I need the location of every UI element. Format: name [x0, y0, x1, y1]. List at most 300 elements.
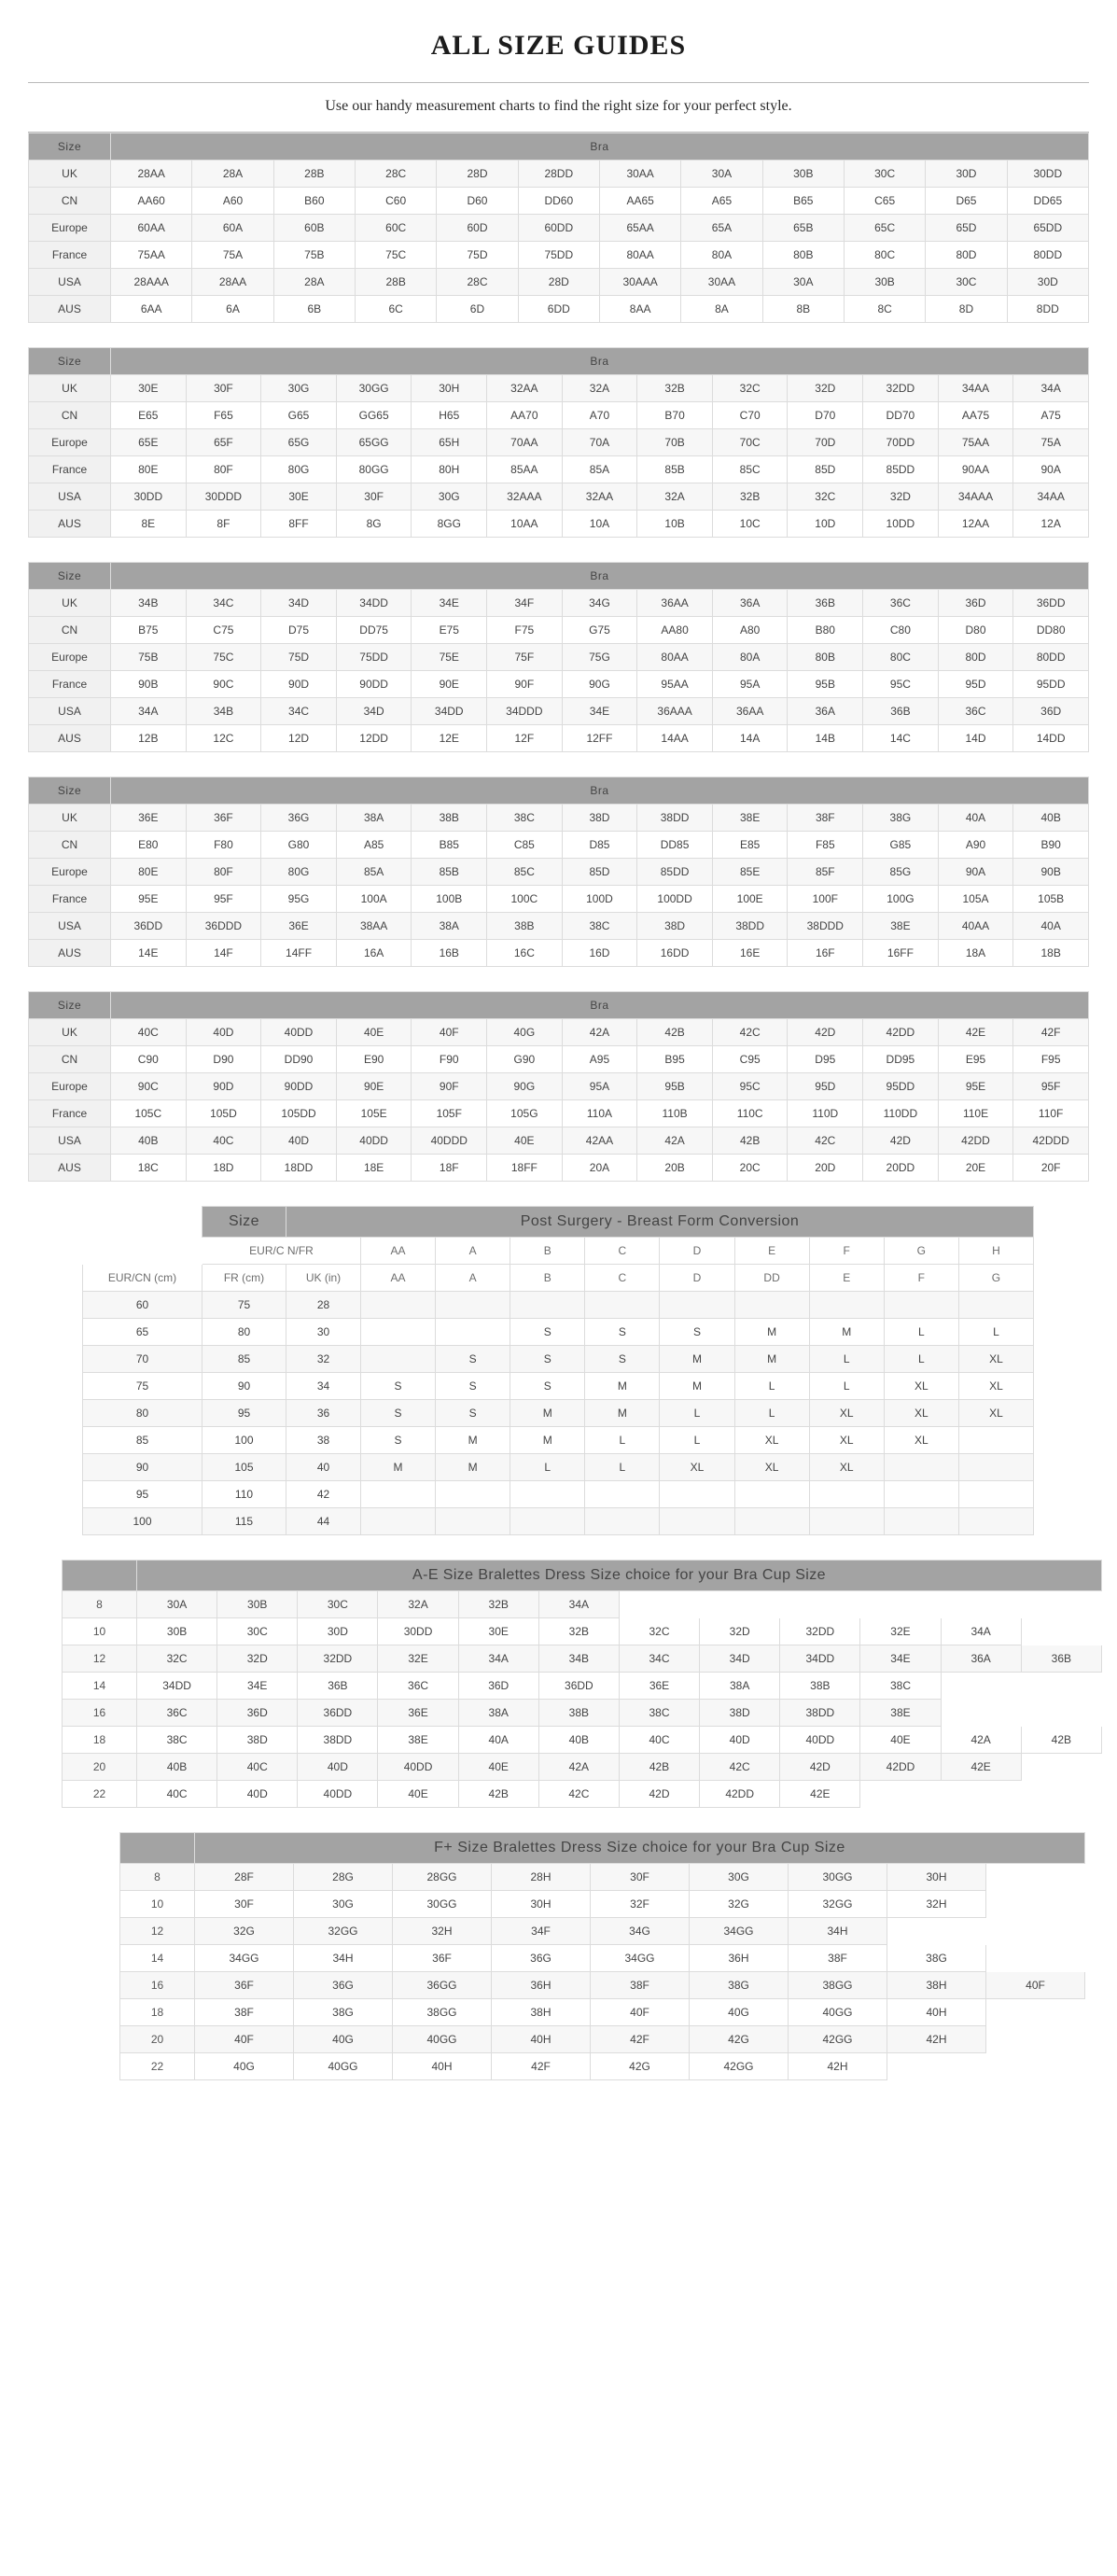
row-label: USA — [29, 1127, 111, 1155]
bra-size-cell: 42D — [619, 1781, 699, 1808]
bra-size-cell: 34E — [217, 1673, 298, 1700]
size-cell: 16F — [788, 940, 863, 967]
form-size-cell — [809, 1481, 884, 1508]
size-cell: 30C — [926, 269, 1007, 296]
size-cell: 8E — [111, 511, 187, 538]
bra-size-cell: 40D — [217, 1781, 298, 1808]
unit-label: EUR/C N/FR — [202, 1238, 361, 1265]
size-cell: 36DDD — [186, 913, 261, 940]
size-cell: 42C — [712, 1019, 788, 1046]
size-cell: 100DD — [637, 886, 713, 913]
cup-header: F — [809, 1238, 884, 1265]
size-cell: 18C — [111, 1155, 187, 1182]
size-cell: 100C — [487, 886, 563, 913]
size-cell: 38D — [637, 913, 713, 940]
size-cell: 95DD — [863, 1073, 939, 1100]
band-label-bra: Bra — [111, 133, 1089, 161]
size-cell: 16E — [712, 940, 788, 967]
size-cell: 42D — [863, 1127, 939, 1155]
size-cell: 10D — [788, 511, 863, 538]
form-size-cell — [884, 1454, 958, 1481]
size-cell: 42B — [637, 1019, 713, 1046]
size-cell: 80F — [186, 859, 261, 886]
bra-size-cell: 40H — [887, 1999, 986, 2026]
bra-size-cell: 40F — [986, 1972, 1085, 1999]
bra-size-cell: 34GG — [690, 1918, 789, 1945]
size-cell: 65GG — [336, 429, 412, 456]
form-size-cell — [958, 1454, 1033, 1481]
size-cell: 8C — [844, 296, 925, 323]
size-cell: 80H — [412, 456, 487, 483]
size-cell: F75 — [487, 617, 563, 644]
form-size-cell — [361, 1319, 436, 1346]
row-label: Europe — [29, 644, 111, 671]
bra-size-cell: 42C — [700, 1754, 780, 1781]
bra-size-table — [28, 562, 1089, 752]
table-row — [29, 1046, 1089, 1073]
table-row — [29, 456, 1089, 483]
cup-header: D — [660, 1265, 734, 1292]
eur-cn-cm: 60 — [83, 1292, 202, 1319]
size-cell: C70 — [712, 402, 788, 429]
cup-header: C — [585, 1265, 660, 1292]
bra-size-cell — [986, 2026, 1085, 2053]
size-cell: 28C — [437, 269, 518, 296]
size-cell: A80 — [712, 617, 788, 644]
size-cell: DD85 — [637, 832, 713, 859]
bra-size-cell: 38GG — [789, 1972, 887, 1999]
size-cell: 85A — [336, 859, 412, 886]
bra-size-cell: 36B — [298, 1673, 378, 1700]
size-cell: 30AAA — [599, 269, 680, 296]
size-cell: 28A — [192, 161, 273, 188]
size-cell: 36D — [1013, 698, 1089, 725]
table-row — [29, 269, 1089, 296]
size-cell: 34B — [111, 590, 187, 617]
size-cell: 100G — [863, 886, 939, 913]
size-cell: 110E — [938, 1100, 1013, 1127]
form-size-cell — [585, 1481, 660, 1508]
bra-size-cell: 40B — [538, 1727, 619, 1754]
bra-size-cell: 36G — [492, 1945, 591, 1972]
size-cell: 16FF — [863, 940, 939, 967]
size-cell: 28AA — [111, 161, 192, 188]
table-row — [83, 1481, 1034, 1508]
bra-size-cell: 30GG — [789, 1864, 887, 1891]
form-size-cell: S — [361, 1427, 436, 1454]
cup-header: F — [884, 1265, 958, 1292]
bra-size-cell: 36C — [378, 1673, 458, 1700]
row-label: Europe — [29, 1073, 111, 1100]
band-label-size — [63, 1561, 137, 1591]
size-cell: D90 — [186, 1046, 261, 1073]
size-cell: 36AAA — [637, 698, 713, 725]
form-size-cell — [510, 1292, 585, 1319]
cup-header: D — [660, 1238, 734, 1265]
size-cell: 95A — [712, 671, 788, 698]
size-cell: 40E — [487, 1127, 563, 1155]
size-cell: 70B — [637, 429, 713, 456]
size-cell: 8GG — [412, 511, 487, 538]
table-row — [83, 1292, 1034, 1319]
table-row — [83, 1454, 1034, 1481]
size-cell: 85A — [562, 456, 637, 483]
size-cell: 90G — [562, 671, 637, 698]
size-cell: G75 — [562, 617, 637, 644]
size-cell: E65 — [111, 402, 187, 429]
band-label-post-surgery: Post Surgery - Breast Form Conversion — [286, 1207, 1034, 1238]
size-cell: 38F — [788, 805, 863, 832]
row-label: UK — [29, 590, 111, 617]
size-cell: 40DDD — [412, 1127, 487, 1155]
row-label: France — [29, 456, 111, 483]
form-size-cell — [734, 1508, 809, 1535]
bra-size-cell: 28H — [492, 1864, 591, 1891]
size-cell: 90C — [111, 1073, 187, 1100]
bra-size-cell: 34D — [700, 1645, 780, 1673]
size-cell: 65H — [412, 429, 487, 456]
size-cell: B60 — [273, 188, 355, 215]
table-row — [83, 1346, 1034, 1373]
row-label: USA — [29, 698, 111, 725]
table-row — [120, 1945, 1085, 1972]
table-band-row — [29, 563, 1089, 590]
uk-in: 42 — [286, 1481, 361, 1508]
size-cell: G80 — [261, 832, 337, 859]
row-label: France — [29, 886, 111, 913]
bra-size-cell: 34A — [458, 1645, 538, 1673]
size-cell: 18DD — [261, 1155, 337, 1182]
size-cell: 8DD — [1007, 296, 1088, 323]
bra-size-cell: 40A — [458, 1727, 538, 1754]
size-cell: 34C — [186, 590, 261, 617]
bra-size-cell: 40F — [195, 2026, 294, 2053]
table-row — [29, 1019, 1089, 1046]
size-cell: 60B — [273, 215, 355, 242]
bra-size-cell — [1021, 1591, 1101, 1618]
dress-size: 10 — [63, 1618, 137, 1645]
bra-size-cell: 40DD — [298, 1781, 378, 1808]
uk-in: 36 — [286, 1400, 361, 1427]
size-cell: 12FF — [562, 725, 637, 752]
uk-in: 32 — [286, 1346, 361, 1373]
form-size-cell — [958, 1481, 1033, 1508]
size-cell: DD75 — [336, 617, 412, 644]
band-label-size: Size — [29, 133, 111, 161]
size-cell: D60 — [437, 188, 518, 215]
size-cell: E80 — [111, 832, 187, 859]
row-label: CN — [29, 402, 111, 429]
bra-size-cell — [780, 1591, 860, 1618]
size-cell: 80G — [261, 859, 337, 886]
bra-size-cell: 32DD — [780, 1618, 860, 1645]
bra-size-cell: 40DD — [780, 1727, 860, 1754]
size-cell: 60DD — [518, 215, 599, 242]
size-cell: 40C — [186, 1127, 261, 1155]
size-cell: 90C — [186, 671, 261, 698]
bra-size-cell — [1021, 1700, 1101, 1727]
size-cell: 42DD — [863, 1019, 939, 1046]
eur-cn-cm: 75 — [83, 1373, 202, 1400]
bra-size-cell: 30C — [298, 1591, 378, 1618]
form-size-cell — [660, 1292, 734, 1319]
size-cell: 70AA — [487, 429, 563, 456]
bra-size-cell: 32H — [393, 1918, 492, 1945]
size-cell: 30E — [111, 375, 187, 402]
size-cell: 36B — [863, 698, 939, 725]
bra-size-cell — [1021, 1781, 1101, 1808]
size-cell: 34E — [562, 698, 637, 725]
band-label-bra: Bra — [111, 777, 1089, 805]
size-cell: 100F — [788, 886, 863, 913]
bra-size-cell: 36DD — [298, 1700, 378, 1727]
size-cell: 34B — [186, 698, 261, 725]
size-cell: 65AA — [599, 215, 680, 242]
size-cell: 105B — [1013, 886, 1089, 913]
size-cell: 6C — [355, 296, 436, 323]
form-size-cell: M — [361, 1454, 436, 1481]
fr-cm: 90 — [202, 1373, 286, 1400]
size-cell: 40A — [1013, 913, 1089, 940]
size-cell: 36AA — [712, 698, 788, 725]
size-cell: 80E — [111, 859, 187, 886]
bra-size-cell: 34DD — [137, 1673, 217, 1700]
table-row — [29, 1155, 1089, 1182]
size-cell: C60 — [355, 188, 436, 215]
size-cell: 6D — [437, 296, 518, 323]
bra-size-cell: 30H — [887, 1864, 986, 1891]
size-cell: 85DD — [637, 859, 713, 886]
bra-size-cell: 28F — [195, 1864, 294, 1891]
table-row — [29, 940, 1089, 967]
size-cell: 100A — [336, 886, 412, 913]
bra-size-cell — [1021, 1673, 1101, 1700]
fr-cm: 95 — [202, 1400, 286, 1427]
size-cell: E85 — [712, 832, 788, 859]
table-row — [120, 1918, 1085, 1945]
bra-size-cell — [887, 2053, 986, 2080]
size-cell: 36C — [938, 698, 1013, 725]
table-row — [120, 1864, 1085, 1891]
size-cell: 90G — [487, 1073, 563, 1100]
form-size-cell: M — [734, 1319, 809, 1346]
size-cell: 34D — [336, 698, 412, 725]
size-cell: 85B — [412, 859, 487, 886]
size-cell: 65B — [762, 215, 844, 242]
size-cell: 28B — [273, 161, 355, 188]
cup-header: A — [436, 1265, 510, 1292]
table-row — [120, 1999, 1085, 2026]
row-label: USA — [29, 913, 111, 940]
band-label-title: F+ Size Bralettes Dress Size choice for your Bra Cup Size — [195, 1833, 1085, 1864]
bra-size-cell: 42E — [941, 1754, 1021, 1781]
size-cell: 38D — [562, 805, 637, 832]
dress-size: 14 — [120, 1945, 195, 1972]
form-size-cell: M — [436, 1454, 510, 1481]
table-band-row — [83, 1207, 1034, 1238]
bra-size-cell: 30H — [492, 1891, 591, 1918]
bra-size-cell: 42C — [538, 1781, 619, 1808]
band-label-size: Size — [29, 992, 111, 1019]
size-cell: 75D — [437, 242, 518, 269]
size-cell: 30G — [412, 483, 487, 511]
bra-size-cell: 42B — [619, 1754, 699, 1781]
fr-cm: 80 — [202, 1319, 286, 1346]
bra-size-cell — [986, 2053, 1085, 2080]
table-row — [29, 483, 1089, 511]
form-size-cell: XL — [660, 1454, 734, 1481]
form-size-cell: S — [436, 1346, 510, 1373]
eur-cn-cm: 70 — [83, 1346, 202, 1373]
size-cell: 85G — [863, 859, 939, 886]
size-cell: 90B — [111, 671, 187, 698]
bra-size-table — [28, 991, 1089, 1182]
size-cell: 75AA — [111, 242, 192, 269]
size-cell: 80DD — [1013, 644, 1089, 671]
size-cell: 34E — [412, 590, 487, 617]
size-cell: 38C — [487, 805, 563, 832]
dress-ae-container — [0, 1560, 1117, 1808]
bra-size-cell: 30B — [217, 1591, 298, 1618]
bra-size-cell — [887, 1918, 986, 1945]
band-label-title: A-E Size Bralettes Dress Size choice for your Bra Cup Size — [137, 1561, 1102, 1591]
bra-size-cell: 40DD — [378, 1754, 458, 1781]
cup-header: AA — [361, 1265, 436, 1292]
size-cell: 75A — [192, 242, 273, 269]
bra-size-cell: 36E — [378, 1700, 458, 1727]
row-label: UK — [29, 805, 111, 832]
size-cell: 32D — [863, 483, 939, 511]
bra-size-cell: 32G — [195, 1918, 294, 1945]
size-cell: 42AA — [562, 1127, 637, 1155]
bra-size-cell — [700, 1591, 780, 1618]
size-cell: B80 — [788, 617, 863, 644]
bra-size-cell: 36H — [690, 1945, 789, 1972]
form-size-cell: M — [660, 1346, 734, 1373]
size-cell: 80B — [788, 644, 863, 671]
form-size-cell: XL — [958, 1400, 1033, 1427]
table-row — [29, 429, 1089, 456]
size-cell: 34A — [111, 698, 187, 725]
size-cell: 95F — [186, 886, 261, 913]
size-cell: D80 — [938, 617, 1013, 644]
size-cell: H65 — [412, 402, 487, 429]
band-label-size — [120, 1833, 195, 1864]
bra-size-cell: 40E — [378, 1781, 458, 1808]
size-cell: 14FF — [261, 940, 337, 967]
bra-size-cell: 34GG — [591, 1945, 690, 1972]
dress-size: 18 — [63, 1727, 137, 1754]
size-cell: 105D — [186, 1100, 261, 1127]
size-cell: 16B — [412, 940, 487, 967]
size-cell: 80G — [261, 456, 337, 483]
form-size-cell: XL — [884, 1427, 958, 1454]
size-cell: 36A — [788, 698, 863, 725]
row-label: France — [29, 1100, 111, 1127]
size-cell: 8D — [926, 296, 1007, 323]
bra-size-cell — [860, 1591, 941, 1618]
bra-size-cell: 42A — [538, 1754, 619, 1781]
size-cell: 30F — [336, 483, 412, 511]
size-cell: 12F — [487, 725, 563, 752]
size-cell: E75 — [412, 617, 487, 644]
dress-size: 18 — [120, 1999, 195, 2026]
cup-header: B — [510, 1238, 585, 1265]
bra-size-cell — [1021, 1754, 1101, 1781]
table-row — [29, 1100, 1089, 1127]
form-size-cell — [884, 1292, 958, 1319]
band-label-bra: Bra — [111, 563, 1089, 590]
bra-size-cell: 30G — [294, 1891, 393, 1918]
size-cell: 110DD — [863, 1100, 939, 1127]
empty-cell — [83, 1238, 202, 1265]
dress-size: 22 — [63, 1781, 137, 1808]
form-size-cell: XL — [958, 1346, 1033, 1373]
form-size-cell: L — [809, 1373, 884, 1400]
bra-size-cell: 32C — [619, 1618, 699, 1645]
size-cell: 105E — [336, 1100, 412, 1127]
size-cell: 95DD — [1013, 671, 1089, 698]
size-cell: 80AA — [637, 644, 713, 671]
form-size-cell — [660, 1481, 734, 1508]
dress-size-grid — [62, 1560, 1102, 1808]
table-row — [29, 188, 1089, 215]
size-cell: 30H — [412, 375, 487, 402]
row-label: France — [29, 671, 111, 698]
size-cell: 30DDD — [186, 483, 261, 511]
bra-size-cell — [941, 1591, 1021, 1618]
bra-size-cell: 38DD — [780, 1700, 860, 1727]
size-cell: 95D — [938, 671, 1013, 698]
form-size-cell: XL — [809, 1400, 884, 1427]
form-size-cell: S — [436, 1373, 510, 1400]
size-cell: 90A — [938, 859, 1013, 886]
fr-cm: 85 — [202, 1346, 286, 1373]
post-surgery-table — [82, 1206, 1034, 1535]
cup-header: DD — [734, 1265, 809, 1292]
bra-size-cell: 32G — [690, 1891, 789, 1918]
size-cell: 36B — [788, 590, 863, 617]
bra-size-cell: 36D — [217, 1700, 298, 1727]
size-cell: 10A — [562, 511, 637, 538]
cup-header: C — [585, 1238, 660, 1265]
size-cell: E95 — [938, 1046, 1013, 1073]
bra-size-cell: 40C — [217, 1754, 298, 1781]
form-size-cell: L — [958, 1319, 1033, 1346]
size-cell: 80D — [926, 242, 1007, 269]
form-size-cell: XL — [809, 1454, 884, 1481]
uk-in: 40 — [286, 1454, 361, 1481]
size-cell: 20E — [938, 1155, 1013, 1182]
bra-size-cell: 38F — [195, 1999, 294, 2026]
size-cell: 40G — [487, 1019, 563, 1046]
bra-size-cell: 38G — [294, 1999, 393, 2026]
size-cell: D70 — [788, 402, 863, 429]
bra-size-cell: 34A — [538, 1591, 619, 1618]
form-size-cell — [361, 1508, 436, 1535]
size-cell: 75F — [487, 644, 563, 671]
size-cell: B95 — [637, 1046, 713, 1073]
size-cell: 14E — [111, 940, 187, 967]
size-cell: 40D — [261, 1127, 337, 1155]
form-size-cell: M — [510, 1427, 585, 1454]
size-cell: 12AA — [938, 511, 1013, 538]
size-cell: 8F — [186, 511, 261, 538]
size-cell: 90E — [336, 1073, 412, 1100]
size-cell: 30F — [186, 375, 261, 402]
size-cell: DD95 — [863, 1046, 939, 1073]
size-cell: 36DD — [1013, 590, 1089, 617]
